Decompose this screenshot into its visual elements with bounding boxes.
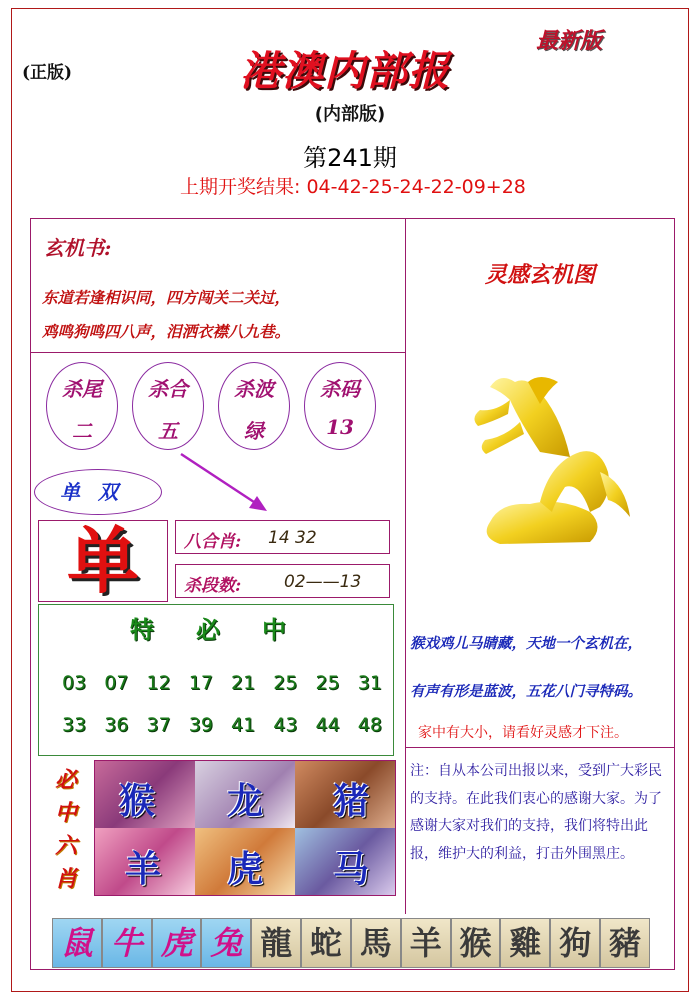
- special-number: 25: [273, 672, 298, 694]
- last-result-value: 04-42-25-24-22-09+28: [306, 176, 526, 198]
- page-title: 港澳内部报: [240, 47, 450, 95]
- prediction-value: 13: [326, 415, 354, 439]
- prediction-oval: [304, 362, 376, 450]
- six-zodiac-collage: [94, 760, 396, 896]
- special-number: 36: [104, 714, 129, 736]
- special-number: 48: [357, 714, 382, 736]
- six-zodiac-label: [48, 764, 84, 896]
- zodiac-tile: 龍: [251, 918, 301, 968]
- special-number: 39: [188, 714, 213, 736]
- arrow-icon: [175, 448, 275, 518]
- prediction-label: 杀码: [320, 377, 360, 401]
- prediction-value: 二: [72, 419, 92, 443]
- zodiac-tile: 猴: [451, 918, 501, 968]
- six-label-char: 必: [54, 767, 77, 793]
- zodiac-tile: 馬: [351, 918, 401, 968]
- special-number: 37: [146, 714, 171, 736]
- right-divider: [405, 747, 675, 748]
- figure-tip: 家中有大小，请看好灵感才下注。: [418, 725, 628, 741]
- prediction-oval: [46, 362, 118, 450]
- special-title: 特必中: [130, 615, 328, 644]
- prediction-label: 杀波: [234, 377, 274, 401]
- edition-left: (正版): [22, 63, 73, 83]
- special-number: 44: [315, 714, 340, 736]
- last-result: [180, 172, 526, 199]
- special-number: 07: [104, 672, 129, 694]
- figure-poem-line: 有声有形是蓝波，五花八门寻特码。: [410, 683, 642, 700]
- poem-line: 鸡鸣狗鸣四八声，泪洒衣襟八九巷。: [42, 322, 291, 341]
- page-subtitle: (内部版): [314, 104, 386, 125]
- zodiac-word: 猴: [119, 780, 156, 822]
- poem-title: 玄机书:: [44, 236, 112, 260]
- zodiac-strip: [52, 918, 650, 970]
- last-result-label: 上期开奖结果:: [180, 176, 301, 198]
- kill-section-value: 02——13: [284, 572, 362, 592]
- figure-poem-line: 猴戏鸡儿马睛藏，天地一个玄机在，: [410, 635, 642, 652]
- zodiac-word: 马: [333, 848, 370, 890]
- number-row: [62, 714, 382, 736]
- horse-figure: [440, 352, 640, 552]
- left-divider: [30, 352, 405, 353]
- prediction-oval: [132, 362, 204, 450]
- special-number: 31: [357, 672, 382, 694]
- zodiac-tile: 雞: [500, 918, 550, 968]
- six-label-char: 中: [54, 800, 77, 826]
- special-number: 33: [62, 714, 87, 736]
- special-number: 12: [146, 672, 171, 694]
- six-label-char: 肖: [54, 866, 77, 892]
- zodiac-tile: 牛: [102, 918, 152, 968]
- zodiac-word: 猪: [333, 780, 370, 822]
- special-number: 21: [231, 672, 256, 694]
- zodiac-tile: 鼠: [52, 918, 102, 968]
- kill-section-label: 杀段数:: [184, 576, 242, 596]
- prediction-oval: [218, 362, 290, 450]
- six-label-char: 六: [54, 833, 77, 859]
- eight-he-label: 八合肖:: [184, 532, 242, 552]
- big-char: 单: [66, 518, 139, 603]
- number-row: [62, 672, 382, 694]
- zodiac-tile: 羊: [401, 918, 451, 968]
- edition-right: 最新版: [536, 28, 603, 54]
- prediction-value: 绿: [244, 419, 264, 443]
- eight-he-value: 14 32: [268, 528, 317, 548]
- prediction-label: 杀合: [148, 377, 188, 401]
- special-number: 25: [315, 672, 340, 694]
- eight-he-box: [175, 520, 390, 554]
- prediction-label: 杀尾: [62, 377, 102, 401]
- special-number: 43: [273, 714, 298, 736]
- zodiac-word: 虎: [227, 848, 264, 890]
- special-number: 41: [231, 714, 256, 736]
- column-divider: [405, 218, 406, 914]
- zodiac-tile: 狗: [550, 918, 600, 968]
- zodiac-tile: 豬: [600, 918, 650, 968]
- special-number: 03: [62, 672, 87, 694]
- zodiac-tile: 蛇: [301, 918, 351, 968]
- prediction-value: 五: [158, 419, 178, 443]
- figure-title: 灵感玄机图: [484, 262, 595, 288]
- zodiac-word: 羊: [125, 848, 162, 890]
- kill-section-box: [175, 564, 390, 598]
- poem-line: 东道若逢相识同，四方闯关二关过，: [42, 288, 291, 307]
- zodiac-tile: 兔: [201, 918, 251, 968]
- issue-number: 第241期: [303, 144, 397, 172]
- parity-oval: 单双: [34, 469, 162, 515]
- big-char-box: [38, 520, 168, 602]
- zodiac-word: 龙: [227, 780, 264, 822]
- zodiac-tile: 虎: [152, 918, 202, 968]
- special-number: 17: [188, 672, 213, 694]
- notice-text: 注：自从本公司出报以来，受到广大彩民的支持。在此我们衷心的感谢大家。为了感谢大家对我们的支持，我们将特出此报，维护大的利益，打击外围黑庄。: [410, 763, 662, 862]
